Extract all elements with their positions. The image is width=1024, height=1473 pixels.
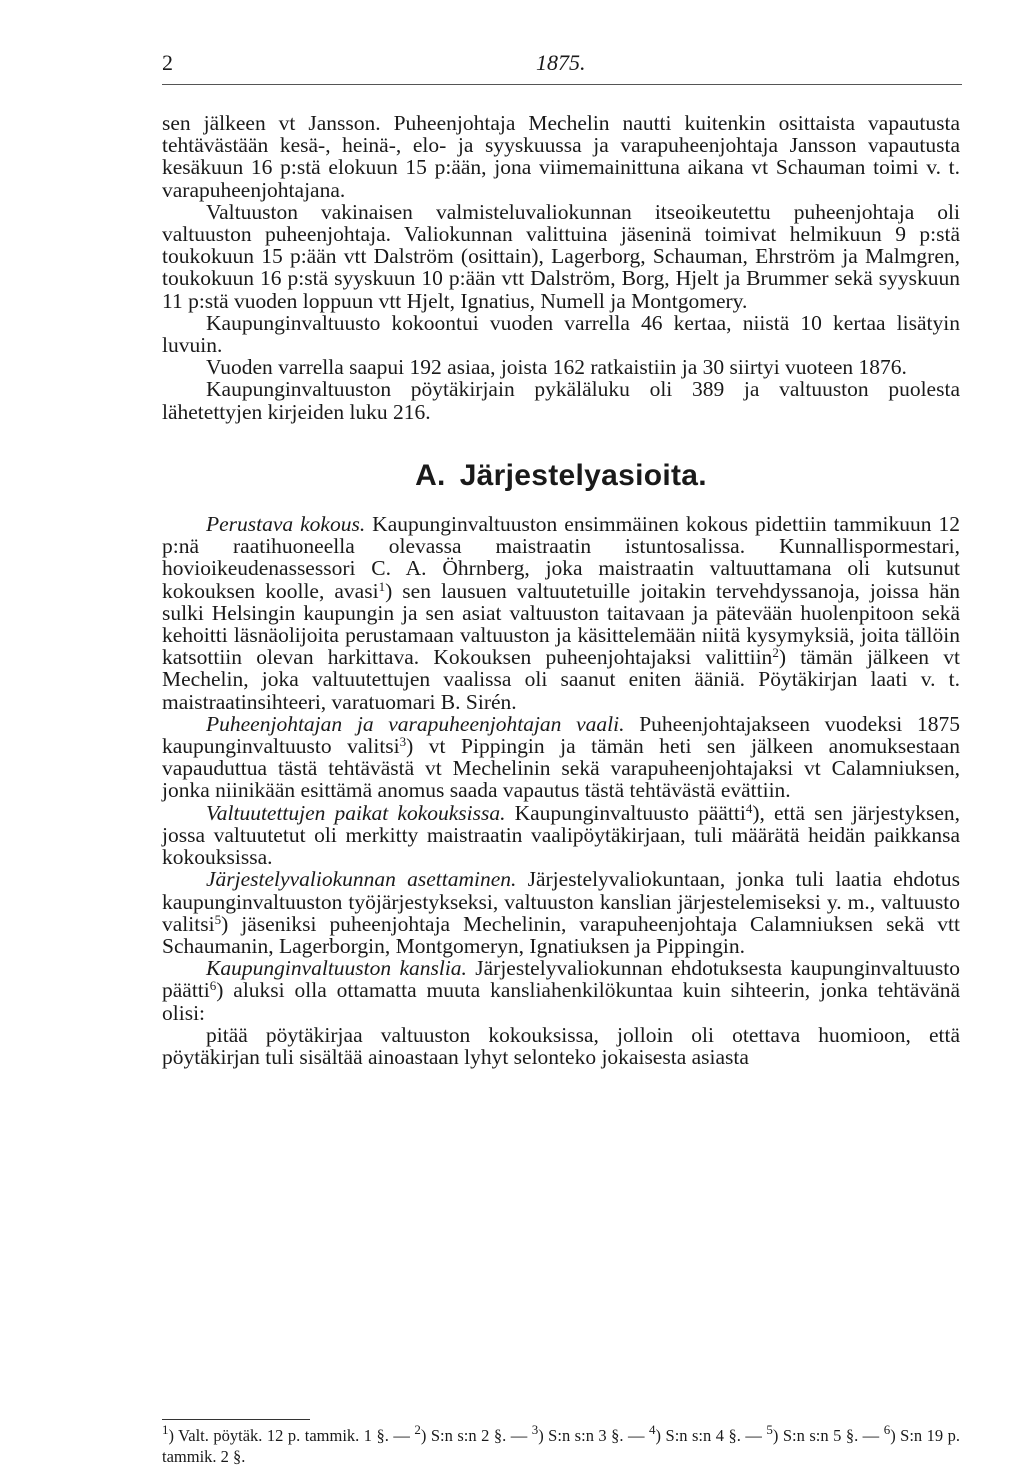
footnote: ) S:n s:n 3 §. — bbox=[538, 1426, 650, 1445]
paragraph: Kaupunginvaltuuston pöytäkirjain pykäläluku oli 389 ja valtuuston puolesta lähetettyjen kirjeiden luku 216. bbox=[162, 377, 960, 424]
paragraph-text: Järjestelyvaliokuntaan, jonka tuli laatia ehdotus kaupunginvaltuuston työjärjestykseksi, valtuuston kanslian järjestelemiseksi y. m., valtuusto valitsi bbox=[162, 867, 961, 936]
paragraph bbox=[162, 802, 960, 869]
paragraph: sen jälkeen vt Jansson. Puheenjohtaja Mechelin nautti kuitenkin osittaista vapautusta tehtävästään kesä-, heinä-, elo- ja syyskuussa ja varapuheenjohtaja Jansson vapautusta kesäkuun 16 p:stä elokuun 15 p:ään, jona viimemainittuna aikana vt Schauman toimi v. t. varapuheenjohtajana. bbox=[162, 111, 960, 202]
paragraph-text: ) vt Pippingin ja tämän heti sen jälkeen anomuksestaan vapauduttua tästä tehtävästä vt Mechelinin sekä varapuheenjohtajaksi vt Calamniuksen, jonka niinikään esittämä anomus saada vapautus tästä tehtävästä evättiin. bbox=[162, 734, 960, 803]
section-heading bbox=[162, 458, 960, 492]
paragraph-text: ) jäseniksi puheenjohtaja Mechelinin, varapuheenjohtaja Calamniuksen sekä vtt Schaumanin, Lagerborgin, Montgomeryn, Ignatiuksen ja Pippingin. bbox=[162, 911, 960, 958]
footnote-ref: 1 bbox=[162, 1422, 169, 1437]
paragraph-text: ) aluksi olla ottamatta muuta kansliahenkilökuntaa kuin sihteerin, jonka tehtävänä olisi: bbox=[162, 978, 960, 1025]
paragraph-text: Kaupunginvaltuusto päätti bbox=[505, 800, 746, 825]
footnote-ref: 6 bbox=[883, 1422, 891, 1437]
subheading: Järjestelyvaliokunnan asettaminen. bbox=[206, 867, 517, 892]
footnote-ref: 2 bbox=[414, 1422, 421, 1437]
footnote: ) S:n s:n 4 §. — bbox=[655, 1426, 767, 1445]
paragraph-text: Järjestelyvaliokunnan ehdotuksesta kaupunginvaltuusto päätti bbox=[162, 956, 960, 1003]
paragraph-text: ) sen lausuen valtuutetuille joitakin tervehdyssanoja, joissa hän sulki Helsingin kaupungin ja sen asiat valtuuston taitavaan ja pätevään huolenpitoon sekä kehoitti läsnäolijoita perustamaan valtuuston ja käsittelemään niitä kysymyksiä, joita tällöin katsottiin olevan harkittava. Kokouksen puheenjohtajaksi valittiin bbox=[162, 578, 961, 670]
running-head-year: 1875. bbox=[536, 50, 586, 75]
footnote: ) S:n 19 p. tammik. 2 §. bbox=[162, 1426, 961, 1466]
paragraph-text: Kaupunginvaltuuston ensimmäinen kokous pidettiin tammikuun 12 p:nä raatihuoneella olevassa maistraatin istuntosalissa. Kunnallispormestari, hovioikeudenassessori C. A. Öhrnberg, joka maistraatin valtuuttamana oli kutsunut kokouksen koolle, avasi bbox=[162, 512, 960, 603]
footnotes bbox=[162, 1422, 961, 1467]
paragraph-text: Puheenjohtajakseen vuodeksi 1875 kaupunginvaltuusto valitsi bbox=[162, 711, 960, 759]
footnote-ref: 3 bbox=[531, 1422, 539, 1437]
footnote: ) S:n s:n 2 §. — bbox=[420, 1426, 532, 1445]
paragraph: Kaupunginvaltuusto kokoontui vuoden varrella 46 kertaa, niistä 10 kertaa lisätyin luvuin. bbox=[162, 310, 960, 358]
footnote-ref: 2 bbox=[772, 645, 779, 661]
section-title: Järjestelyasioita. bbox=[459, 458, 707, 492]
footnote-ref: 5 bbox=[766, 1422, 773, 1437]
footnote-divider bbox=[162, 1419, 310, 1420]
subheading: Kaupunginvaltuuston kanslia. bbox=[206, 956, 467, 981]
paragraph bbox=[162, 957, 960, 1024]
footnote-ref: 3 bbox=[399, 734, 407, 750]
body-text bbox=[162, 112, 960, 1068]
footnote-ref: 4 bbox=[745, 800, 753, 816]
footnote-ref: 4 bbox=[649, 1422, 656, 1437]
subheading: Puheenjohtajan ja varapuheenjohtajan vaali. bbox=[206, 711, 625, 736]
paragraph bbox=[162, 713, 960, 802]
footnote: ) Valt. pöytäk. 12 p. tammik. 1 §. — bbox=[168, 1426, 415, 1445]
subheading: Perustava kokous. bbox=[206, 512, 366, 537]
footnote-text bbox=[162, 1422, 961, 1467]
page-header bbox=[162, 50, 962, 85]
paragraph: pitää pöytäkirjaa valtuuston kokouksissa, jolloin oli otettava huomioon, että pöytäkirjan tuli sisältää ainoastaan lyhyt selonteko jokaisesta asiasta bbox=[162, 1022, 960, 1069]
subheading: Valtuutettujen paikat kokouksissa. bbox=[206, 800, 506, 825]
section-letter: A. bbox=[415, 458, 446, 492]
paragraph bbox=[162, 868, 960, 957]
footnote-ref: 5 bbox=[214, 911, 222, 927]
page-number: 2 bbox=[162, 50, 173, 75]
paragraph: Vuoden varrella saapui 192 asiaa, joista 162 ratkaistiin ja 30 siirtyi vuoteen 1876. bbox=[206, 355, 907, 380]
paragraph-text: ) tämän jälkeen vt Mechelin, joka valtuutettujen vaalissa oli saanut eniten ääniä. Pöytäkirjan laati v. t. maistraatinsihteeri, varatuomari B. Sirén. bbox=[162, 645, 960, 714]
footnote-ref: 6 bbox=[209, 978, 217, 994]
footnote: ) S:n s:n 5 §. — bbox=[772, 1426, 884, 1445]
paragraph: Valtuuston vakinaisen valmisteluvaliokunnan itseoikeutettu puheenjohtaja oli valtuuston puheenjohtaja. Valiokunnan valittuina jäseninä toimivat helmikuun 9 p:stä toukokuun 15 p:ään vtt Dalström (osittain), Lagerborg, Schauman, Ehrström ja Malmgren, toukokuun 16 p:stä syyskuun 10 p:ään vtt Dalström, Borg, Hjelt ja Brummer sekä syyskuun 11 p:stä vuoden loppuun vtt Hjelt, Ignatius, Numell ja Montgomery. bbox=[162, 199, 960, 313]
footnote-ref: 1 bbox=[378, 578, 386, 594]
paragraph bbox=[162, 513, 960, 713]
paragraph-text: ), että sen järjestyksen, jossa valtuutetut oli merkitty maistraatin vaalipöytäkirjaan, tuli määrätä heidän paikkansa kokouksissa. bbox=[162, 800, 961, 870]
